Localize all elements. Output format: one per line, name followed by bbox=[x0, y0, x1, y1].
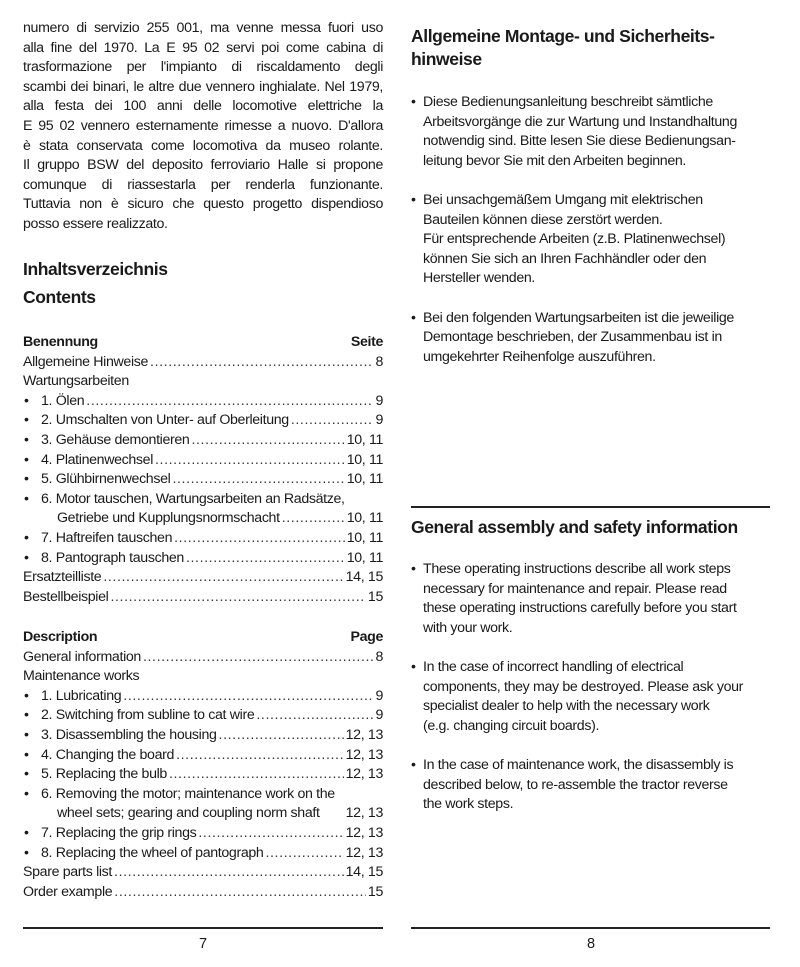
intro-line: alla fine del 1970. La E 95 02 servi poi come cabina di bbox=[23, 39, 383, 56]
intro-line: scambi dei binari, le altre due vennero inghialate. Nel 1979, bbox=[23, 78, 383, 95]
toc-entry-label: 6. Removing the motor; maintenance work on the bbox=[41, 785, 335, 802]
bullet-icon: • bbox=[24, 471, 29, 488]
toc-entry-label: 6. Motor tauschen, Wartungsarbeiten an Radsätze, bbox=[41, 490, 345, 507]
toc-entry bbox=[23, 392, 383, 412]
toc-entry-label: Maintenance works bbox=[23, 668, 140, 685]
toc-entry bbox=[23, 824, 383, 844]
intro-line: posso essere realizzato. bbox=[23, 215, 168, 232]
toc-header bbox=[23, 333, 383, 353]
intro-line: Tuttavia non è sicuro che questo progetto dispendioso bbox=[23, 196, 383, 213]
bullet-line: these operating instructions carefully before you start bbox=[423, 600, 737, 617]
bullet-line: Bei unsachgemäßem Umgang mit elektrischen bbox=[423, 191, 703, 208]
toc-entry bbox=[23, 411, 383, 431]
bullet-icon: • bbox=[24, 687, 29, 704]
bullet-line: components, they may be destroyed. Please ask your bbox=[423, 678, 744, 695]
bullet-line: leitung bevor Sie mit den Arbeiten beginnen. bbox=[423, 152, 687, 169]
bullet-line: Für entsprechende Arbeiten (z.B. Platinenwechsel) bbox=[423, 231, 726, 248]
intro-line: E 95 02 vennero esternamente rimesse a nuovo. D'allora bbox=[23, 117, 383, 134]
toc-entry bbox=[23, 785, 383, 805]
toc-entry-page: 12, 13 bbox=[345, 824, 383, 841]
bullet-icon: • bbox=[24, 844, 29, 861]
toc-entry-label: Allgemeine Hinweise bbox=[23, 353, 149, 370]
intro-line: è stata conservata come locomotiva da museo rolante. bbox=[23, 137, 383, 154]
toc-entry-page: 8 bbox=[375, 648, 383, 665]
german-safety-heading bbox=[411, 25, 715, 71]
toc-leader-dots bbox=[176, 746, 344, 766]
toc-entry-label: 4. Platinenwechsel bbox=[41, 451, 154, 468]
toc-leader-dots bbox=[103, 568, 343, 588]
bullet-item bbox=[411, 658, 771, 736]
toc-entry-page: 10, 11 bbox=[346, 549, 383, 566]
heading-line: hinweise bbox=[411, 49, 482, 69]
bullet-line: with your work. bbox=[423, 619, 513, 636]
bullet-line: In the case of incorrect handling of electrical bbox=[423, 658, 684, 675]
toc-entry bbox=[23, 529, 383, 549]
toc-entry-label: Ersatzteilliste bbox=[23, 569, 102, 586]
bullet-line: These operating instructions describe all work steps bbox=[423, 561, 731, 577]
bullet-icon: • bbox=[411, 309, 416, 326]
bullet-line: Bauteilen können diese zerstört werden. bbox=[423, 211, 663, 228]
toc-entry bbox=[23, 451, 383, 471]
toc-leader-dots bbox=[191, 431, 344, 451]
toc-entry-page: 10, 11 bbox=[346, 510, 383, 527]
bullet-icon: • bbox=[24, 707, 29, 724]
toc-leader-dots bbox=[169, 765, 344, 785]
footer-rule bbox=[23, 927, 383, 929]
toc-entry bbox=[23, 353, 383, 373]
toc-entry bbox=[23, 804, 383, 824]
toc-entry-page: 15 bbox=[367, 588, 383, 605]
toc-leader-dots bbox=[123, 687, 373, 707]
toc-entry bbox=[23, 490, 383, 510]
toc-entry-page: 10, 11 bbox=[346, 471, 383, 488]
english-safety-list bbox=[411, 560, 771, 834]
bullet-line: Arbeitsvorgänge die zur Wartung und Instandhaltung bbox=[423, 113, 738, 130]
toc-title-german: Inhaltsverzeichnis bbox=[23, 259, 168, 279]
bullet-icon: • bbox=[411, 658, 416, 675]
bullet-icon: • bbox=[24, 766, 29, 783]
toc-entry-page: 10, 11 bbox=[346, 451, 383, 468]
page-number: 8 bbox=[586, 936, 596, 952]
toc-entry bbox=[23, 372, 383, 392]
toc-leader-dots bbox=[198, 824, 343, 844]
bullet-line: In the case of maintenance work, the disassembly is bbox=[423, 756, 734, 773]
toc-leader-dots bbox=[186, 549, 345, 569]
toc-entry-page: 12, 13 bbox=[345, 746, 383, 763]
toc-header-label: Benennung bbox=[23, 334, 98, 350]
toc-entry-label: 2. Switching from subline to cat wire bbox=[41, 707, 255, 724]
bullet-item bbox=[411, 191, 771, 289]
toc-entry bbox=[23, 568, 383, 588]
toc-entry bbox=[23, 509, 383, 529]
toc-leader-dots bbox=[114, 883, 366, 903]
toc-entry-label: 5. Glühbirnenwechsel bbox=[41, 471, 171, 488]
toc-entry bbox=[23, 746, 383, 766]
toc-entry-label: 3. Disassembling the housing bbox=[41, 726, 217, 743]
toc-header-page: Seite bbox=[350, 334, 383, 350]
toc-leader-dots bbox=[114, 863, 344, 883]
toc-entry-page: 15 bbox=[367, 883, 383, 900]
toc-entry-page: 9 bbox=[375, 707, 383, 724]
toc-entry-page: 10, 11 bbox=[346, 529, 383, 546]
toc-entry-page: 10, 11 bbox=[346, 431, 383, 448]
toc-entry-label: 7. Replacing the grip rings bbox=[41, 824, 197, 841]
toc-entry bbox=[23, 844, 383, 864]
toc-entry-page: 12, 13 bbox=[345, 805, 383, 822]
toc-entry bbox=[23, 549, 383, 569]
toc-entry-page: 9 bbox=[375, 687, 383, 704]
toc-entry-page: 12, 13 bbox=[345, 726, 383, 743]
toc-entry bbox=[23, 667, 383, 687]
italian-intro-paragraph bbox=[23, 19, 383, 235]
toc-leader-dots bbox=[282, 509, 345, 529]
bullet-icon: • bbox=[24, 824, 29, 841]
bullet-icon: • bbox=[24, 549, 29, 566]
toc-entry-page: 14, 15 bbox=[345, 569, 383, 586]
bullet-item bbox=[411, 309, 771, 368]
footer-rule bbox=[411, 927, 770, 929]
bullet-line: (e.g. changing circuit boards). bbox=[423, 717, 600, 734]
toc-entry bbox=[23, 883, 383, 903]
toc-header-label: Description bbox=[23, 629, 98, 645]
bullet-line: described below, to re-assemble the tractor reverse bbox=[423, 776, 728, 793]
toc-entry-label: wheel sets; gearing and coupling norm shaft bbox=[57, 805, 320, 822]
toc-entry bbox=[23, 726, 383, 746]
toc-leader-dots bbox=[174, 529, 345, 549]
toc-entry-page: 14, 15 bbox=[345, 864, 383, 881]
toc-leader-dots bbox=[265, 844, 343, 864]
bullet-line: Demontage beschrieben, der Zusammenbau ist in bbox=[423, 329, 722, 346]
toc-entry bbox=[23, 863, 383, 883]
toc-leader-dots bbox=[110, 588, 365, 608]
bullet-icon: • bbox=[411, 191, 416, 208]
section-rule bbox=[411, 506, 770, 508]
toc-entry-page: 12, 13 bbox=[345, 844, 383, 861]
toc-entry-label: Wartungsarbeiten bbox=[23, 373, 129, 390]
heading-line: Allgemeine Montage- und Sicherheits- bbox=[411, 26, 715, 46]
english-safety-heading: General assembly and safety information bbox=[411, 517, 738, 537]
intro-line: trasformazione per l'impianto di riscaldamento degli bbox=[23, 59, 383, 76]
toc-entry-label: 7. Haftreifen tauschen bbox=[41, 529, 173, 546]
toc-entry-page: 9 bbox=[375, 412, 383, 429]
toc-leader-dots bbox=[143, 648, 374, 668]
bullet-item bbox=[411, 93, 771, 171]
toc-entry bbox=[23, 765, 383, 785]
bullet-icon: • bbox=[24, 431, 29, 448]
page-number: 7 bbox=[198, 936, 208, 952]
toc-leader-dots bbox=[256, 706, 373, 726]
toc-entry bbox=[23, 470, 383, 490]
toc-entry-label: Spare parts list bbox=[23, 864, 113, 881]
bullet-icon: • bbox=[24, 529, 29, 546]
toc-entry-label: 5. Replacing the bulb bbox=[41, 766, 167, 783]
bullet-item bbox=[411, 560, 771, 638]
intro-line: Il gruppo BSW del deposito ferroviario Halle si propone bbox=[23, 157, 383, 174]
intro-line: comunque di riassestarla per renderla funzionante. bbox=[23, 176, 383, 193]
toc-entry-label: 4. Changing the board bbox=[41, 746, 175, 763]
toc-header-page: Page bbox=[350, 629, 383, 645]
bullet-line: specialist dealer to help with the necessary work bbox=[423, 698, 710, 715]
intro-line: numero di servizio 255 001, ma venne messa fuori uso bbox=[23, 20, 383, 36]
toc-entry-label: 8. Replacing the wheel of pantograph bbox=[41, 844, 264, 861]
toc-entry bbox=[23, 687, 383, 707]
bullet-icon: • bbox=[24, 451, 29, 468]
toc-leader-dots bbox=[219, 726, 344, 746]
toc-title-english: Contents bbox=[23, 287, 96, 307]
bullet-icon: • bbox=[411, 561, 416, 577]
toc-leader-dots bbox=[291, 411, 374, 431]
toc-entry-label: 1. Ölen bbox=[41, 392, 85, 409]
toc-entry bbox=[23, 431, 383, 451]
toc-english bbox=[23, 628, 383, 902]
toc-entry-label: 1. Lubricating bbox=[41, 687, 122, 704]
toc-entry-page: 9 bbox=[375, 392, 383, 409]
bullet-icon: • bbox=[24, 412, 29, 429]
bullet-icon: • bbox=[411, 756, 416, 773]
bullet-line: necessary for maintenance and repair. Please read bbox=[423, 580, 727, 597]
bullet-icon: • bbox=[24, 490, 29, 507]
toc-header bbox=[23, 628, 383, 648]
toc-german bbox=[23, 333, 383, 607]
toc-leader-dots bbox=[155, 451, 345, 471]
toc-leader-dots bbox=[172, 470, 344, 490]
toc-entry-label: General information bbox=[23, 648, 141, 665]
bullet-icon: • bbox=[24, 746, 29, 763]
toc-entry-label: 8. Pantograph tauschen bbox=[41, 549, 184, 566]
toc-leader-dots bbox=[150, 353, 373, 373]
bullet-icon: • bbox=[24, 392, 29, 409]
toc-entry-page: 8 bbox=[375, 353, 383, 370]
intro-line: alla festa dei 100 anni delle locomotive elettriche la bbox=[23, 98, 383, 115]
toc-entry-label: 2. Umschalten von Unter- auf Oberleitung bbox=[41, 412, 289, 429]
toc-entry bbox=[23, 588, 383, 608]
toc-leader-dots bbox=[86, 392, 373, 412]
bullet-line: Bei den folgenden Wartungsarbeiten ist die jeweilige bbox=[423, 309, 734, 326]
bullet-icon: • bbox=[24, 726, 29, 743]
bullet-item bbox=[411, 756, 771, 815]
bullet-line: the work steps. bbox=[423, 796, 514, 813]
toc-entry bbox=[23, 648, 383, 668]
toc-entry-label: 3. Gehäuse demontieren bbox=[41, 431, 190, 448]
toc-entry-label: Order example bbox=[23, 883, 113, 900]
bullet-line: Hersteller wenden. bbox=[423, 270, 535, 287]
bullet-line: können Sie sich an Ihren Fachhändler oder den bbox=[423, 250, 707, 267]
bullet-line: Diese Bedienungsanleitung beschreibt sämtliche bbox=[423, 94, 713, 110]
toc-entry-page: 12, 13 bbox=[345, 766, 383, 783]
bullet-line: umgekehrter Reihenfolge auszuführen. bbox=[423, 348, 656, 365]
toc-entry bbox=[23, 706, 383, 726]
bullet-icon: • bbox=[411, 94, 416, 110]
bullet-line: notwendig sind. Bitte lesen Sie diese Bedienungsan- bbox=[423, 133, 736, 150]
german-safety-list bbox=[411, 93, 771, 387]
toc-entry-label: Getriebe und Kupplungsnormschacht bbox=[57, 510, 280, 527]
bullet-icon: • bbox=[24, 785, 29, 802]
toc-entry-label: Bestellbeispiel bbox=[23, 588, 109, 605]
